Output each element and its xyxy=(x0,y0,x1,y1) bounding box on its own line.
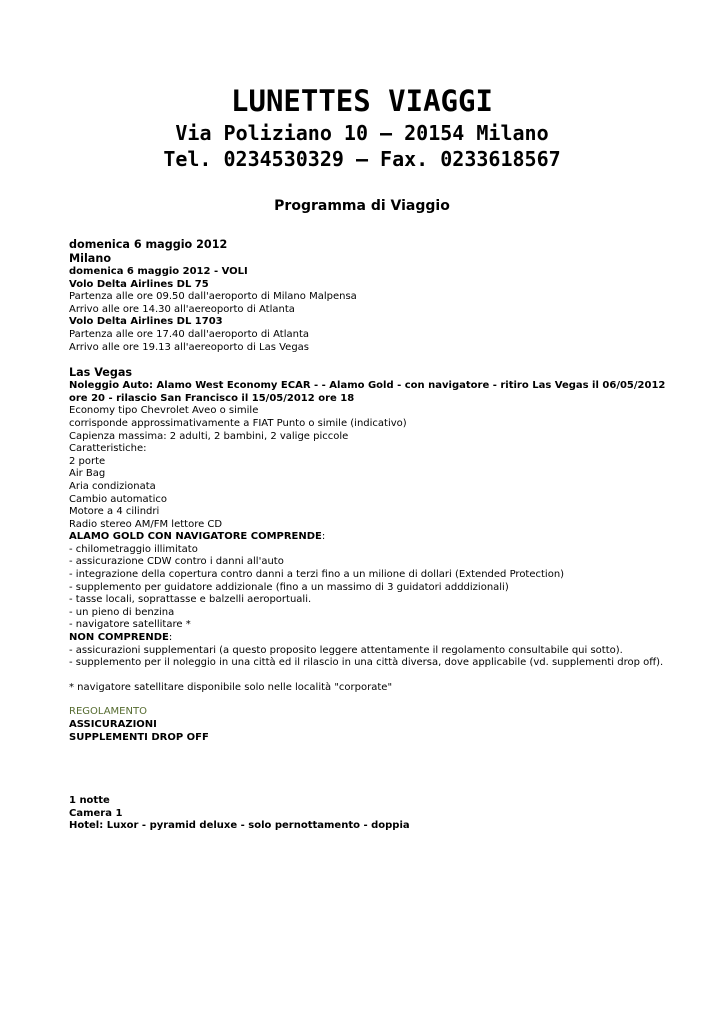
document-title: Programma di Viaggio xyxy=(274,198,450,214)
assicurazioni-heading: ASSICURAZIONI xyxy=(69,719,157,730)
includes-item: - navigatore satellitare * xyxy=(69,619,191,631)
day-city: Milano xyxy=(69,252,112,265)
includes-heading-line xyxy=(69,531,669,544)
spacer xyxy=(69,354,669,366)
excludes-colon: : xyxy=(168,632,173,644)
includes-item: - supplemento per guidatore addizionale (fino a un massimo di 3 guidatori adddizionali) xyxy=(69,581,509,593)
car-detail: Caratteristiche: xyxy=(69,443,147,455)
flights-header: domenica 6 maggio 2012 - VOLI xyxy=(69,266,248,277)
car-detail: Capienza massima: 2 adulti, 2 bambini, 2 valige piccole xyxy=(69,430,349,442)
car-detail: corrisponde approssimativamente a FIAT Punto o simile (indicativo) xyxy=(69,417,407,429)
includes-item: - chilometraggio illimitato xyxy=(69,543,198,555)
footnote: * navigatore satellitare disponibile solo nelle località "corporate" xyxy=(69,681,393,693)
flight-departure: Partenza alle ore 17.40 dall'aeroporto di Atlanta xyxy=(69,328,309,340)
day-date: domenica 6 maggio 2012 xyxy=(69,238,228,251)
hotel-line: Hotel: Luxor - pyramid deluxe - solo pernottamento - doppia xyxy=(69,820,410,832)
agency-address: Via Poliziano 10 – 20154 Milano xyxy=(175,121,549,145)
flight-name: Volo Delta Airlines DL 1703 xyxy=(69,316,223,328)
spacer xyxy=(69,694,669,706)
flight-arrival: Arrivo alle ore 14.30 all'aereoporto di Atlanta xyxy=(69,303,295,315)
excludes-item: - supplemento per il noleggio in una città ed il rilascio in una città diversa, dove applicabile (vd. supplementi drop off). xyxy=(69,657,664,669)
excludes-heading-line xyxy=(69,632,669,645)
agency-name: LUNETTES VIAGGI xyxy=(231,84,493,118)
supplementi-heading: SUPPLEMENTI DROP OFF xyxy=(69,731,209,743)
flight-name: Volo Delta Airlines DL 75 xyxy=(69,278,209,290)
hotel-nights: 1 notte xyxy=(69,795,110,807)
excludes-item: - assicurazioni supplementari (a questo proposito leggere attentamente il regolamento consultabile qui sotto). xyxy=(69,644,623,656)
includes-item: - tasse locali, soprattasse e balzelli aeroportuali. xyxy=(69,594,312,606)
flight-arrival: Arrivo alle ore 19.13 all'aereoporto di Las Vegas xyxy=(69,341,310,353)
car-detail: Radio stereo AM/FM lettore CD xyxy=(69,518,223,530)
spacer xyxy=(69,670,669,682)
car-detail: Air Bag xyxy=(69,468,106,480)
agency-contacts: Tel. 0234530329 – Fax. 0233618567 xyxy=(163,147,561,171)
hotel-room: Camera 1 xyxy=(69,807,123,819)
flight-departure: Partenza alle ore 09.50 dall'aeroporto di Milano Malpensa xyxy=(69,291,357,303)
regolamento-link[interactable]: REGOLAMENTO xyxy=(69,706,147,718)
excludes-heading: NON COMPRENDE xyxy=(69,632,169,644)
car-detail: Economy tipo Chevrolet Aveo o simile xyxy=(69,405,259,417)
car-detail: Cambio automatico xyxy=(69,493,167,505)
section-city: Las Vegas xyxy=(69,366,133,380)
includes-item: - assicurazione CDW contro i danni all'auto xyxy=(69,556,284,568)
itinerary-body xyxy=(69,238,669,833)
car-detail: Aria condizionata xyxy=(69,480,156,492)
includes-item: - integrazione della copertura contro danni a terzi fino a un milione di dollari (Extended Protection) xyxy=(69,569,565,581)
includes-colon: : xyxy=(321,531,326,543)
car-rental-title: Noleggio Auto: Alamo West Economy ECAR - - Alamo Gold - con navigatore - ritiro Las Vegas il 06/05/2012 ore 20 - rilascio San Francisco il 15/05/2012 ore 18 xyxy=(69,380,666,404)
includes-heading: ALAMO GOLD CON NAVIGATORE COMPRENDE xyxy=(69,531,322,543)
spacer xyxy=(69,744,669,795)
car-detail: Motore a 4 cilindri xyxy=(69,506,160,518)
includes-item: - un pieno di benzina xyxy=(69,606,175,618)
car-detail: 2 porte xyxy=(69,455,106,467)
